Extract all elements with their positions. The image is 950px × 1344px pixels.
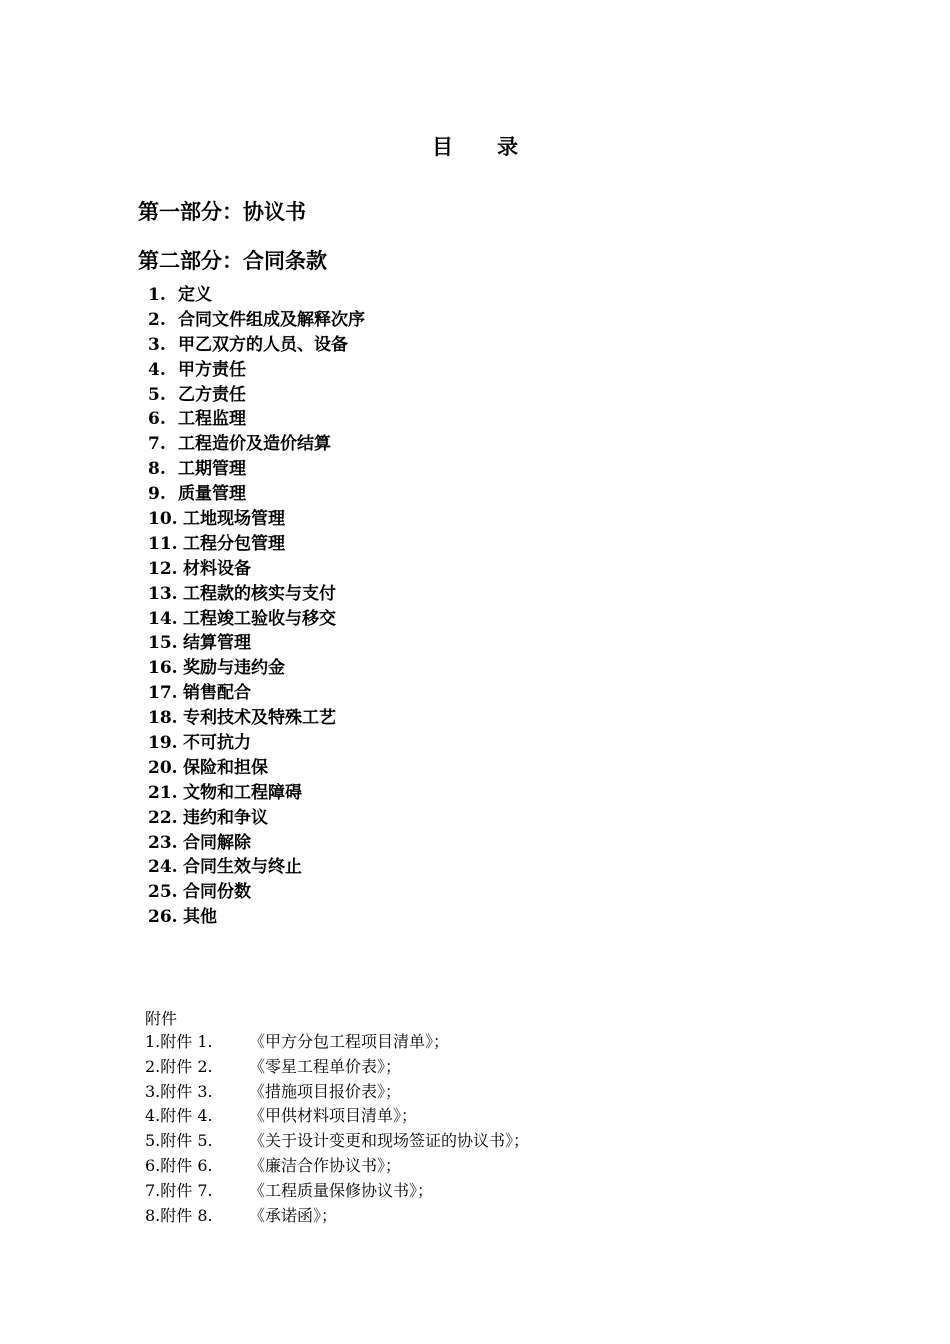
clause-text: 合同生效与终止 — [183, 857, 302, 878]
clause-number: 20. — [148, 757, 178, 778]
clause-number: 9. — [148, 484, 166, 505]
clause-number: 14. — [148, 608, 178, 629]
clause-number: 11. — [148, 533, 178, 554]
clause-text: 质量管理 — [178, 484, 246, 505]
clause-text: 其他 — [183, 907, 217, 928]
clause-text: 文物和工程障碍 — [183, 782, 302, 803]
clause-number: 7. — [148, 434, 166, 455]
part-one-heading: 第一部分：协议书 — [138, 199, 306, 224]
clause-text: 乙方责任 — [178, 384, 246, 405]
clause-text: 专利技术及特殊工艺 — [183, 708, 336, 729]
clause-number: 15. — [148, 633, 178, 654]
attachment-item — [145, 1030, 529, 1055]
clause-number: 17. — [148, 683, 178, 704]
clause-item — [148, 756, 365, 781]
attachment-number: 8.附件 8. — [145, 1205, 213, 1225]
attachment-number: 6.附件 6. — [145, 1155, 213, 1175]
clause-text: 合同解除 — [183, 832, 251, 853]
clause-text: 违约和争议 — [183, 807, 268, 828]
clause-text: 工期管理 — [178, 459, 246, 480]
clause-item — [148, 681, 365, 706]
attachment-item — [145, 1080, 529, 1105]
attachment-item — [145, 1204, 529, 1229]
attachment-title: 《关于设计变更和现场签证的协议书》； — [249, 1131, 530, 1151]
clause-item — [148, 407, 365, 432]
attachment-number: 1.附件 1. — [145, 1032, 213, 1051]
clause-item — [148, 457, 365, 482]
clause-item — [148, 507, 365, 532]
clause-text: 甲方责任 — [178, 359, 246, 380]
title-char-2: 录 — [497, 134, 518, 159]
clause-number: 2. — [148, 309, 166, 330]
attachment-list — [145, 1030, 529, 1228]
clause-number: 24. — [148, 857, 178, 878]
attachment-number: 5.附件 5. — [145, 1131, 213, 1151]
attachment-title: 《工程质量保修协议书》； — [249, 1180, 434, 1200]
clause-item — [148, 831, 365, 856]
clause-text: 工程分包管理 — [183, 533, 285, 554]
attachments-heading: 附件 — [145, 1009, 178, 1028]
clause-text: 甲乙双方的人员、设备 — [178, 334, 348, 355]
attachment-item — [145, 1055, 529, 1080]
clause-number: 19. — [148, 733, 178, 754]
clause-text: 合同份数 — [183, 882, 251, 903]
clause-item — [148, 631, 365, 656]
attachment-title: 《廉洁合作协议书》； — [249, 1155, 402, 1175]
clause-number: 1. — [148, 285, 166, 305]
attachment-number: 7.附件 7. — [145, 1180, 213, 1200]
attachment-item — [145, 1129, 529, 1154]
clause-number: 26. — [148, 907, 178, 928]
attachment-title: 《措施项目报价表》； — [249, 1081, 402, 1101]
clause-text: 奖励与违约金 — [183, 658, 285, 679]
page-title — [0, 131, 950, 161]
clause-number: 18. — [148, 708, 178, 729]
clause-number: 10. — [148, 509, 178, 530]
clause-text: 工地现场管理 — [183, 509, 285, 530]
title-char-1: 目 — [432, 134, 453, 159]
clause-text: 工程款的核实与支付 — [183, 583, 336, 604]
clause-number: 23. — [148, 832, 178, 853]
attachment-number: 2.附件 2. — [145, 1056, 213, 1076]
clause-item — [148, 706, 365, 731]
clause-number: 8. — [148, 459, 166, 480]
part-two-heading: 第二部分：合同条款 — [138, 248, 327, 273]
clause-text: 工程造价及造价结算 — [178, 434, 331, 455]
clause-number: 3. — [148, 334, 166, 355]
attachment-title: 《甲方分包工程项目清单》； — [249, 1032, 450, 1051]
attachment-title: 《甲供材料项目清单》； — [249, 1106, 418, 1126]
clause-item — [148, 731, 365, 756]
clause-item — [148, 383, 365, 408]
clause-item — [148, 880, 365, 905]
clause-number: 13. — [148, 583, 178, 604]
clause-number: 25. — [148, 882, 178, 903]
clause-item — [148, 607, 365, 632]
attachment-title: 《承诺函》； — [249, 1205, 338, 1225]
clause-text: 工程竣工验收与移交 — [183, 608, 336, 629]
clause-number: 22. — [148, 807, 178, 828]
clause-item — [148, 905, 365, 930]
clause-list — [148, 283, 365, 930]
attachment-number: 4.附件 4. — [145, 1106, 213, 1126]
clause-number: 6. — [148, 409, 166, 430]
clause-item — [148, 333, 365, 358]
clause-number: 4. — [148, 359, 166, 380]
attachment-item — [145, 1179, 529, 1204]
clause-number: 21. — [148, 782, 178, 803]
clause-text: 保险和担保 — [183, 757, 268, 778]
clause-item — [148, 855, 365, 880]
clause-item — [148, 532, 365, 557]
clause-item — [148, 482, 365, 507]
clause-number: 5. — [148, 384, 166, 405]
clause-item — [148, 557, 365, 582]
clause-text: 不可抗力 — [183, 733, 251, 754]
clause-item — [148, 582, 365, 607]
clause-item — [148, 358, 365, 383]
clause-item — [148, 283, 365, 308]
clause-number: 12. — [148, 558, 178, 579]
clause-text: 结算管理 — [183, 633, 251, 654]
clause-item — [148, 806, 365, 831]
clause-item — [148, 781, 365, 806]
attachment-item — [145, 1154, 529, 1179]
clause-text: 销售配合 — [183, 683, 251, 704]
attachment-item — [145, 1104, 529, 1129]
clause-number: 16. — [148, 658, 178, 679]
clause-text: 定义 — [178, 285, 212, 305]
clause-item — [148, 432, 365, 457]
clause-text: 材料设备 — [183, 558, 251, 579]
clause-text: 合同文件组成及解释次序 — [178, 309, 365, 330]
clause-text: 工程监理 — [178, 409, 246, 430]
attachment-title: 《零星工程单价表》； — [249, 1056, 402, 1076]
clause-item — [148, 656, 365, 681]
attachment-number: 3.附件 3. — [145, 1081, 213, 1101]
clause-item — [148, 308, 365, 333]
